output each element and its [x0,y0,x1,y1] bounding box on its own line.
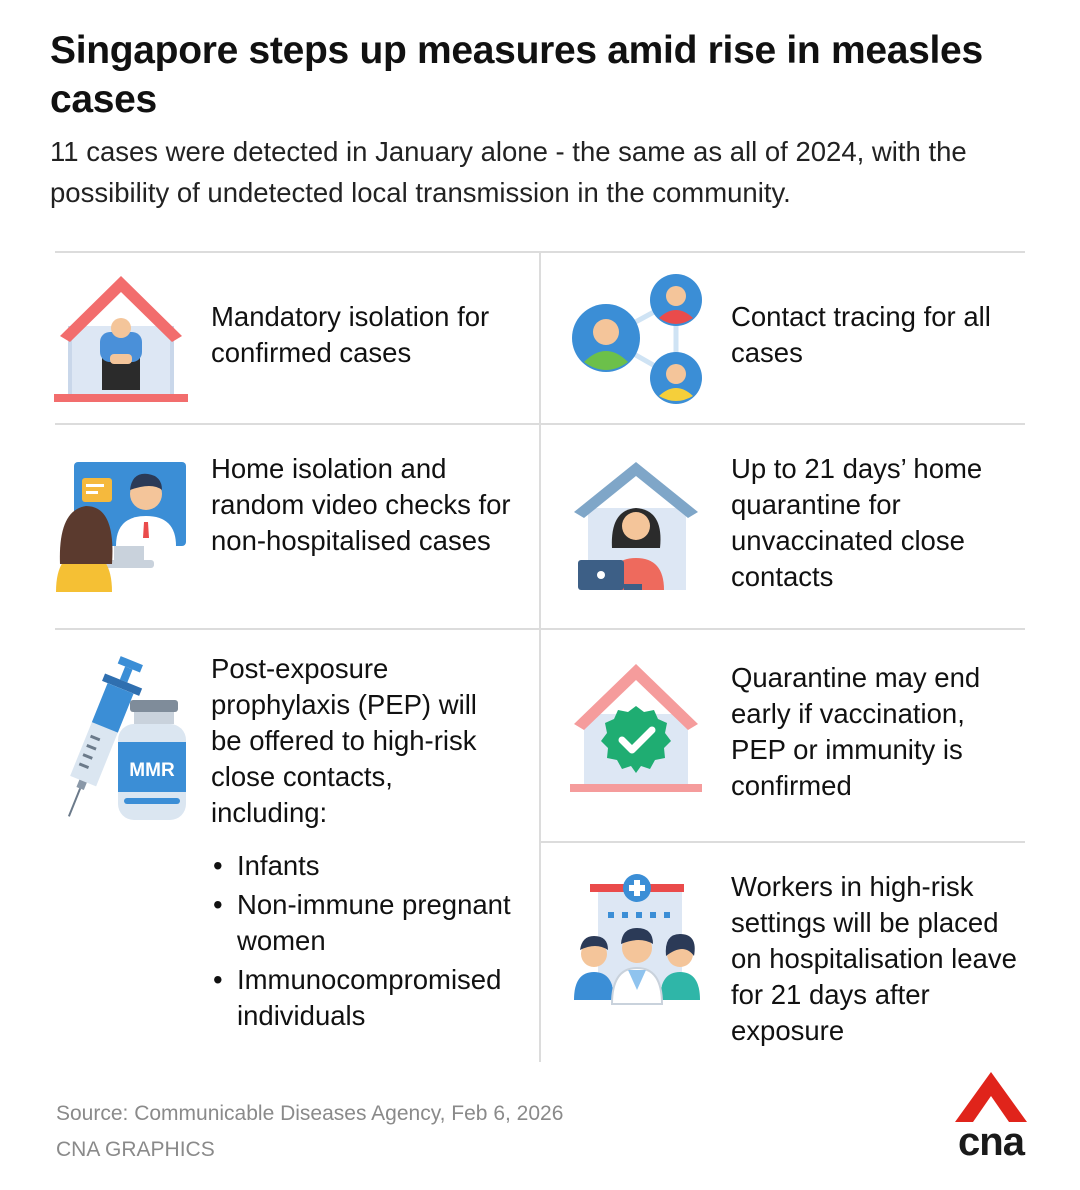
measure-pep: Post-exposure prophylaxis (PEP) will be offered to high-risk close contacts, including: [211,653,477,828]
cna-logo-mark-icon [955,1072,1027,1122]
measure-contact-tracing: Contact tracing for all cases [731,301,991,368]
vial-label: MMR [129,760,175,781]
list-item: • Non-immune pregnant women [211,887,541,959]
pep-groups-list [211,848,541,1037]
page-subtitle: 11 cases were detected in January alone - the same as all of 2024, with the possibility of undetected local transmission in the community. [50,136,967,208]
list-item: • Infants [211,848,541,884]
cna-logo [955,1072,1027,1164]
divider-right-row3 [540,841,1025,843]
list-item: • Immunocompromised individuals [211,962,541,1034]
video-call-icon [56,460,188,592]
graphics-credit: CNA GRAPHICS [56,1138,215,1161]
measure-workers: Workers in high-risk settings will be placed on hospitalisation leave for 21 days after exposure [731,871,1017,1046]
hospital-staff-icon [572,872,702,1006]
contact-network-icon [570,270,704,404]
house-check-icon [570,662,702,796]
home-laptop-icon [572,460,700,594]
measure-quarantine: Up to 21 days’ home quarantine for unvaccinated close contacts [731,453,983,592]
cna-logo-text: cna [958,1120,1024,1164]
house-isolation-icon [54,272,188,404]
measure-quarantine-end: Quarantine may end early if vaccination, PEP or immunity is confirmed [731,662,981,801]
source-note: Source: Communicable Diseases Agency, Feb 6, 2026 [56,1102,564,1125]
measure-home-isolation: Home isolation and random video checks for non-hospitalised cases [211,453,511,556]
measure-isolation: Mandatory isolation for confirmed cases [211,301,490,368]
page-title: Singapore steps up measures amid rise in measles cases [50,29,983,121]
syringe-vial-icon [52,654,190,820]
